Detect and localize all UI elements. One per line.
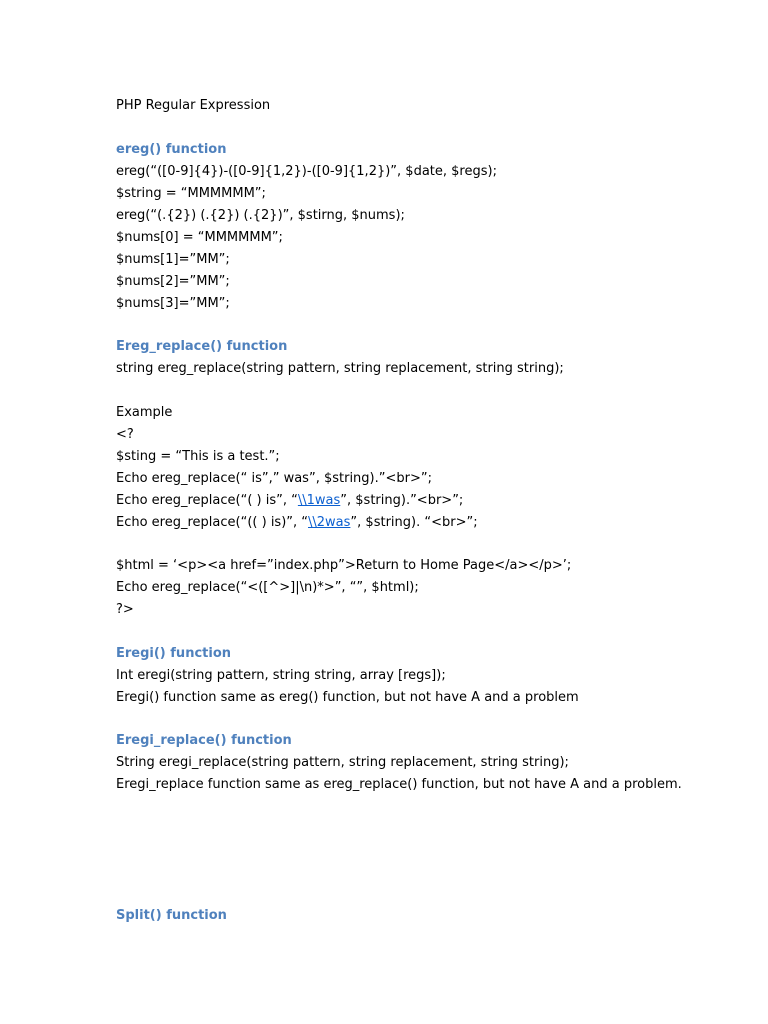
code-line: $nums[2]=”MM”; bbox=[116, 274, 230, 289]
code-line: $string = “MMMMMM”; bbox=[116, 186, 266, 201]
code-line: <? bbox=[116, 427, 134, 442]
function-signature: String eregi_replace(string pattern, string replacement, string string); bbox=[116, 755, 569, 770]
code-text: Echo ereg_replace(“(( ) is)”, “ bbox=[116, 515, 309, 530]
document-title: PHP Regular Expression bbox=[116, 98, 271, 113]
section-heading-eregi: Eregi() function bbox=[116, 646, 232, 661]
code-line: $nums[0] = “MMMMMM”; bbox=[116, 230, 283, 245]
backreference-link[interactable]: \\2was bbox=[308, 515, 351, 530]
code-line: Echo ereg_replace(“<([^>]|\n)*>”, “”, $html); bbox=[116, 580, 419, 595]
code-line: Echo ereg_replace(“ is”,” was”, $string).”<br>”; bbox=[116, 471, 432, 486]
section-heading-split: Split() function bbox=[116, 908, 227, 923]
function-signature: string ereg_replace(string pattern, string replacement, string string); bbox=[116, 361, 564, 376]
function-signature: Int eregi(string pattern, string string, array [regs]); bbox=[116, 668, 446, 683]
code-text: ”, $string).”<br>”; bbox=[340, 493, 464, 508]
code-line bbox=[116, 514, 478, 532]
section-heading-ereg: ereg() function bbox=[116, 142, 227, 157]
function-description: Eregi() function same as ereg() function, but not have A and a problem bbox=[116, 690, 579, 705]
function-description: Eregi_replace function same as ereg_replace() function, but not have A and a problem. bbox=[116, 777, 682, 792]
code-text: ”, $string). “<br>”; bbox=[350, 515, 478, 530]
example-label: Example bbox=[116, 405, 173, 420]
code-line: $nums[3]=”MM”; bbox=[116, 296, 230, 311]
code-line: $sting = “This is a test.”; bbox=[116, 449, 280, 464]
code-line: ereg(“([0-9]{4})-([0-9]{1,2})-([0-9]{1,2})”, $date, $regs); bbox=[116, 164, 497, 179]
code-line: ereg(“(.{2}) (.{2}) (.{2})”, $stirng, $nums); bbox=[116, 208, 405, 223]
code-line: $html = ‘<p><a href=”index.php”>Return to Home Page</a></p>’; bbox=[116, 558, 572, 573]
code-text: Echo ereg_replace(“( ) is”, “ bbox=[116, 493, 298, 508]
backreference-link[interactable]: \\1was bbox=[297, 493, 341, 508]
code-line: $nums[1]=”MM”; bbox=[116, 252, 230, 267]
code-line bbox=[116, 492, 463, 510]
section-heading-ereg-replace: Ereg_replace() function bbox=[116, 339, 288, 354]
section-heading-eregi-replace: Eregi_replace() function bbox=[116, 733, 292, 748]
code-line: ?> bbox=[116, 602, 134, 617]
